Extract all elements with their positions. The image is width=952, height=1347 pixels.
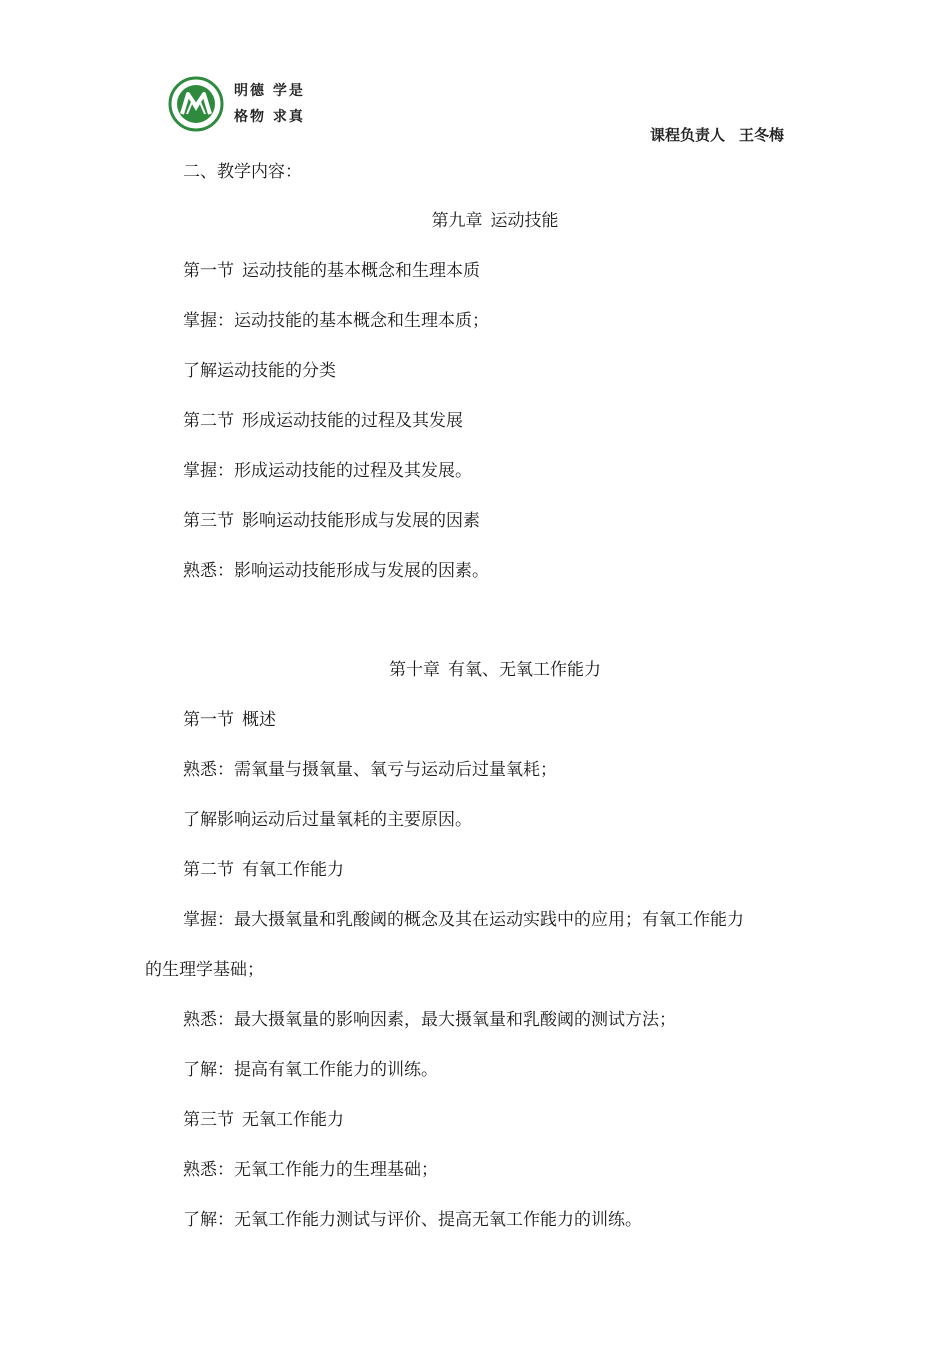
ch10-s2-familiar: 熟悉：最大摄氧量的影响因素，最大摄氧量和乳酸阈的测试方法； xyxy=(183,1010,676,1030)
ch9-s3-number: 第三节 xyxy=(183,511,234,531)
ch9-s1-name: 运动技能的基本概念和生理本质 xyxy=(242,261,480,281)
ch10-s1-know: 了解影响运动后过量氧耗的主要原因。 xyxy=(183,810,472,830)
chapter-9-subtitle: 运动技能 xyxy=(490,211,559,231)
ch9-s2-name: 形成运动技能的过程及其发展 xyxy=(242,411,463,431)
chapter-9-number: 第九章 xyxy=(431,211,483,231)
ch9-s3-name: 影响运动技能形成与发展的因素 xyxy=(242,511,480,531)
owner-name: 王冬梅 xyxy=(739,126,785,144)
course-owner xyxy=(650,124,784,145)
ch9-s1-know: 了解运动技能的分类 xyxy=(183,361,336,381)
chapter-9-title xyxy=(0,209,952,233)
chapter-10-title xyxy=(0,658,952,682)
ch10-section-3-heading xyxy=(183,1108,344,1132)
ch9-s2-master: 掌握：形成运动技能的过程及其发展。 xyxy=(183,461,472,481)
motto-line-1: 明德 学是 xyxy=(234,83,305,99)
ch10-s2-number: 第二节 xyxy=(183,860,234,880)
ch10-section-1-heading xyxy=(183,708,276,732)
ch10-s2-know: 了解：提高有氧工作能力的训练。 xyxy=(183,1060,438,1080)
ch9-s2-number: 第二节 xyxy=(183,411,234,431)
ch10-s1-name: 概述 xyxy=(242,710,276,730)
ch10-s1-familiar: 熟悉：需氧量与摄氧量、氧亏与运动后过量氧耗； xyxy=(183,760,557,780)
ch9-s1-number: 第一节 xyxy=(183,261,234,281)
motto-line-2: 格物 求真 xyxy=(234,109,305,125)
ch10-s3-name: 无氧工作能力 xyxy=(242,1110,344,1130)
ch9-s1-master: 掌握：运动技能的基本概念和生理本质； xyxy=(183,311,489,331)
owner-label: 课程负责人 xyxy=(650,126,726,144)
ch9-section-1-heading xyxy=(183,259,480,283)
university-logo xyxy=(168,76,224,132)
ch10-s2-master-line-2: 的生理学基础； xyxy=(145,960,264,980)
ch9-section-2-heading xyxy=(183,409,463,433)
ch10-s2-master-line-1: 掌握：最大摄氧量和乳酸阈的概念及其在运动实践中的应用；有氧工作能力 xyxy=(183,910,744,930)
chapter-10-subtitle: 有氧、无氧工作能力 xyxy=(448,660,601,680)
section-title: 二、教学内容： xyxy=(183,162,302,182)
ch9-s3-familiar: 熟悉：影响运动技能形成与发展的因素。 xyxy=(183,561,489,581)
ch10-s1-number: 第一节 xyxy=(183,710,234,730)
ch10-s3-familiar: 熟悉：无氧工作能力的生理基础； xyxy=(183,1160,438,1180)
ch10-section-2-heading xyxy=(183,858,344,882)
ch10-s2-name: 有氧工作能力 xyxy=(242,860,344,880)
chapter-10-number: 第十章 xyxy=(389,660,440,680)
ch9-section-3-heading xyxy=(183,509,480,533)
ch10-s3-number: 第三节 xyxy=(183,1110,234,1130)
university-seal-icon xyxy=(168,76,224,132)
ch10-s3-know: 了解：无氧工作能力测试与评价、提高无氧工作能力的训练。 xyxy=(183,1210,642,1230)
